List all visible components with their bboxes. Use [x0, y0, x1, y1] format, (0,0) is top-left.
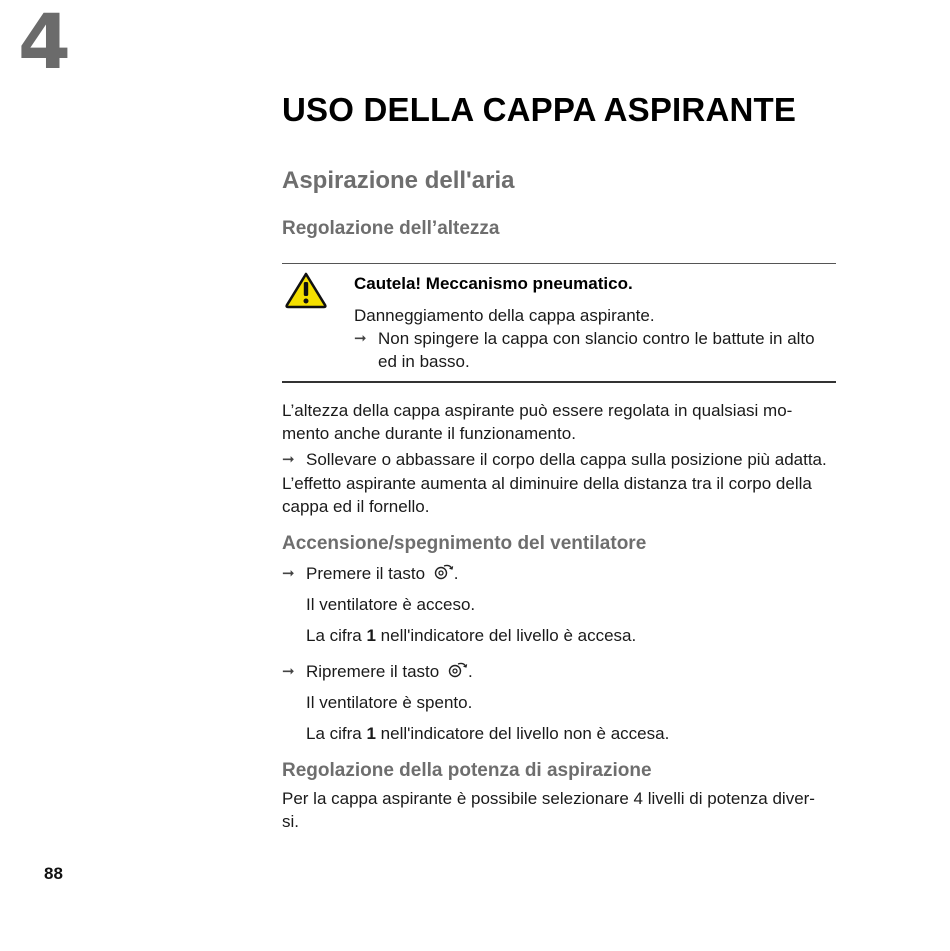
warning-title: Cautela! Meccanismo pneumatico. [354, 274, 633, 293]
arrow-icon: ➞ [282, 663, 295, 680]
fan-toggle-heading: Accensione/spegnimento del ventilatore [282, 533, 647, 554]
power-adjust-heading: Regolazione della potenza di aspirazione [282, 760, 652, 781]
fan-on-result-2-post: nell'indicatore del livello è accesa. [375, 626, 637, 645]
warning-box [282, 263, 836, 383]
fan-off-step-period: . [467, 662, 473, 681]
fan-on-step-period: . [453, 564, 459, 583]
height-adjust-step-text: Sollevare o abbassare il corpo della cappa sulla posizione più adatta. [306, 450, 827, 469]
fan-off-result-2-post: nell'indicatore del livello non è accesa. [375, 724, 670, 743]
page-number: 88 [44, 864, 63, 883]
height-adjust-heading: Regolazione dell’altezza [282, 218, 500, 239]
page-content [282, 88, 836, 833]
arrow-icon: ➞ [282, 565, 295, 582]
height-adjust-step [282, 447, 836, 472]
chapter-number: 4 [18, 0, 71, 86]
section-title: Aspirazione dell'aria [282, 167, 515, 194]
warning-step [354, 327, 836, 373]
fan-on-result-1: Il ventilatore è acceso. [306, 595, 476, 614]
page-title: USO DELLA CAPPA ASPIRANTE [282, 91, 797, 128]
arrow-icon: ➞ [282, 451, 295, 468]
fan-off-result-1: Il ventilatore è spento. [306, 693, 473, 712]
fan-on-step-text: Premere il tasto [306, 564, 426, 583]
power-adjust-paragraph: Per la cappa aspirante è possibile selezionare 4 livelli di potenza diver- si. [282, 789, 815, 831]
warning-step-text: Non spingere la cappa con slancio contro le battute in alto ed in basso. [378, 329, 815, 371]
warning-triangle-icon [284, 271, 328, 309]
fan-off-result-2 [282, 722, 836, 745]
fan-icon [434, 563, 454, 581]
fan-on-step [282, 562, 836, 585]
height-adjust-paragraph-2: L’effetto aspirante aumenta al diminuire della distanza tra il corpo della cappa ed il fornello. [282, 474, 812, 516]
fan-off-step [282, 660, 836, 683]
level-digit: 1 [366, 724, 376, 743]
fan-off-step-text: Ripremere il tasto [306, 662, 440, 681]
fan-on-result-2-pre: La cifra [306, 626, 367, 645]
fan-off-result-2-pre: La cifra [306, 724, 367, 743]
level-digit: 1 [366, 626, 376, 645]
fan-on-result-2 [282, 624, 836, 647]
warning-text: Danneggiamento della cappa aspirante. [354, 306, 655, 325]
height-adjust-paragraph-1: L’altezza della cappa aspirante può essere regolata in qualsiasi mo- mento anche durante il funzionamento. [282, 401, 793, 443]
fan-icon [448, 661, 468, 679]
arrow-icon: ➞ [354, 330, 367, 347]
